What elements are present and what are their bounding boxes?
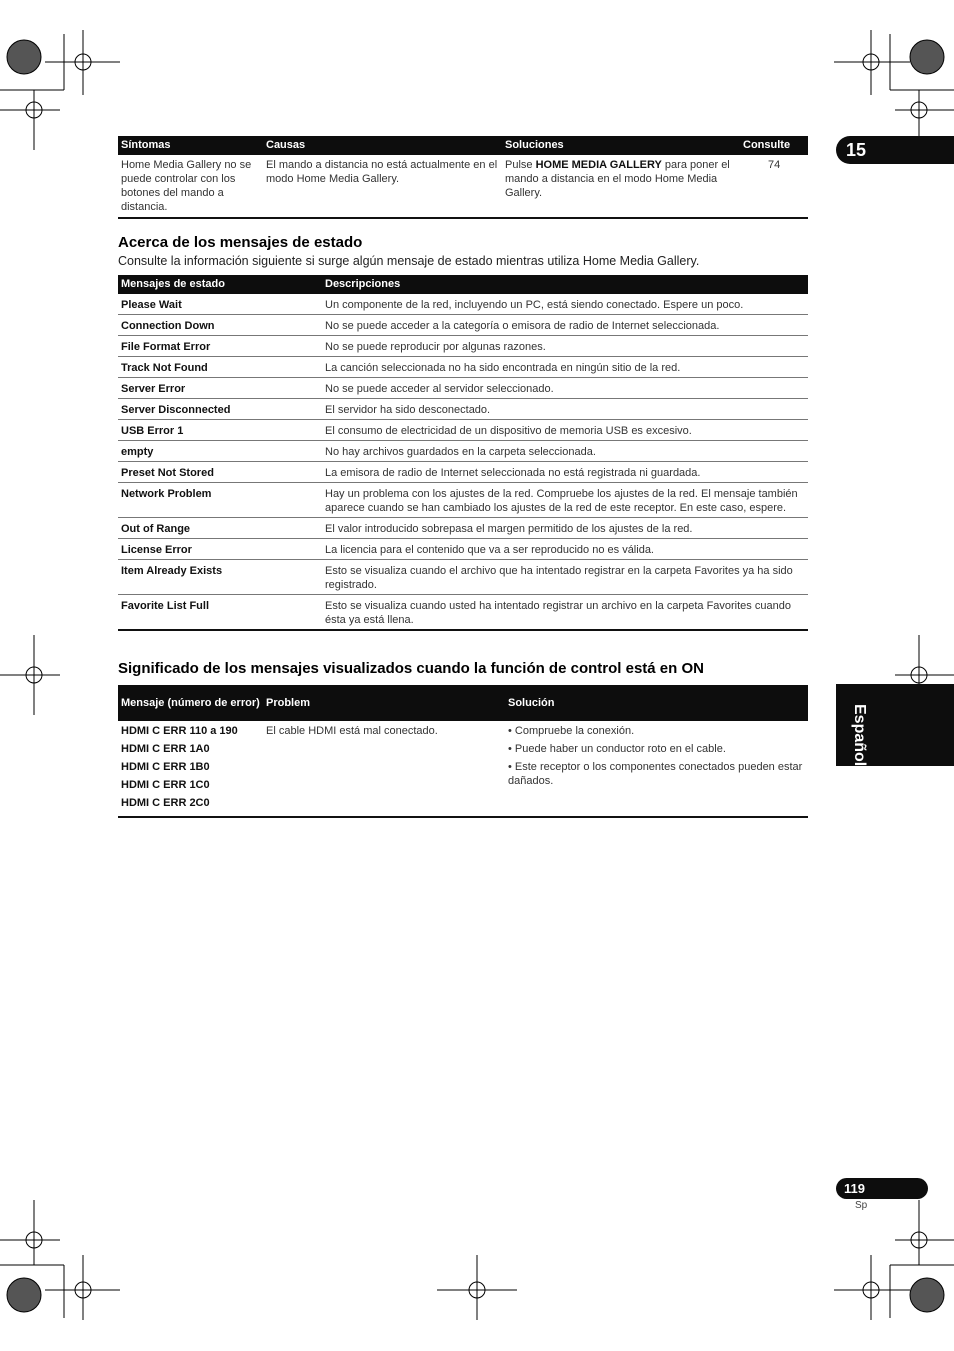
solution-item: • Puede haber un conductor roto en el cable. xyxy=(508,743,726,755)
status-description-cell: No se puede acceder a la categoría o emisora de radio de Internet seleccionada. xyxy=(322,315,808,336)
error-code: HDMI C ERR 110 a 190 xyxy=(121,725,238,737)
table-header-row xyxy=(118,685,808,721)
chapter-number: 15 xyxy=(846,140,867,160)
table-row xyxy=(118,595,808,631)
table-row xyxy=(118,441,808,462)
section-heading-control: Significado de los mensajes visualizados cuando la función de control está en ON xyxy=(118,660,704,677)
status-message-cell: Please Wait xyxy=(118,294,322,315)
table-row xyxy=(118,560,808,595)
col-header: Causas xyxy=(263,136,502,155)
status-message-cell: USB Error 1 xyxy=(118,420,322,441)
status-description-cell: No hay archivos guardados en la carpeta seleccionada. xyxy=(322,441,808,462)
page-ref-cell: 74 xyxy=(740,155,808,218)
table-row xyxy=(118,721,808,817)
status-description-cell: El servidor ha sido desconectado. xyxy=(322,399,808,420)
table-row xyxy=(118,336,808,357)
page-number-badge xyxy=(836,1178,928,1199)
table-row xyxy=(118,315,808,336)
col-header: Síntomas xyxy=(118,136,263,155)
symptom-cell: Home Media Gallery no se puede controlar con los botones del mando a distancia. xyxy=(118,155,263,218)
status-message-cell: empty xyxy=(118,441,322,462)
solutions-cell xyxy=(505,721,808,817)
status-description-cell: No se puede reproducir por algunas razones. xyxy=(322,336,808,357)
problem-cell: El cable HDMI está mal conectado. xyxy=(263,721,505,817)
solution-prefix: Pulse xyxy=(505,159,536,171)
status-message-cell: Preset Not Stored xyxy=(118,462,322,483)
page-number: 119 xyxy=(844,1181,865,1196)
status-description-cell: Esto se visualiza cuando el archivo que ha intentado registrar en la carpeta Favorites ya ha sido registrado. xyxy=(322,560,808,595)
status-message-cell: Favorite List Full xyxy=(118,595,322,631)
table-row xyxy=(118,155,808,218)
solution-item: • Compruebe la conexión. xyxy=(508,725,635,737)
solution-suffix: para poner el mando a distancia en el modo Home Media Gallery. xyxy=(505,159,730,199)
status-description-cell: La emisora de radio de Internet seleccionada no está registrada ni guardada. xyxy=(322,462,808,483)
status-description-cell: Hay un problema con los ajustes de la red. Compruebe los ajustes de la red. El mensaje también aparece cuando se han cambiado los ajustes de la red de este receptor. En este caso, espere. xyxy=(322,483,808,518)
troubleshooting-table xyxy=(118,136,808,219)
table-row xyxy=(118,420,808,441)
table-row xyxy=(118,518,808,539)
status-description-cell: La licencia para el contenido que va a ser reproducido no es válida. xyxy=(322,539,808,560)
chapter-tab xyxy=(836,136,954,164)
status-description-cell: Un componente de la red, incluyendo un PC, está siendo conectado. Espere un poco. xyxy=(322,294,808,315)
status-description-cell: La canción seleccionada no ha sido encontrada en ningún sitio de la red. xyxy=(322,357,808,378)
page-lang-code: Sp xyxy=(855,1200,868,1211)
status-message-cell: License Error xyxy=(118,539,322,560)
table-row xyxy=(118,462,808,483)
section-heading-status: Acerca de los mensajes de estado xyxy=(118,234,363,251)
table-row xyxy=(118,399,808,420)
status-message-cell: Network Problem xyxy=(118,483,322,518)
error-codes-cell xyxy=(118,721,263,817)
solution-button-name: HOME MEDIA GALLERY xyxy=(535,159,662,171)
table-row xyxy=(118,294,808,315)
table-row xyxy=(118,378,808,399)
language-tab xyxy=(836,684,954,766)
table-row xyxy=(118,539,808,560)
status-description-cell: Esto se visualiza cuando usted ha intentado registrar un archivo en la carpeta Favorites cuando ésta ya está llena. xyxy=(322,595,808,631)
table-row xyxy=(118,357,808,378)
col-header: Mensaje (número de error) xyxy=(118,685,263,721)
section-intro: Consulte la información siguiente si surge algún mensaje de estado mientras utiliza Home Media Gallery. xyxy=(118,254,700,268)
status-description-cell: El consumo de electricidad de un dispositivo de memoria USB es excesivo. xyxy=(322,420,808,441)
col-header: Consulte xyxy=(740,136,808,155)
status-message-cell: Server Error xyxy=(118,378,322,399)
col-header: Problem xyxy=(263,685,505,721)
status-message-cell: Out of Range xyxy=(118,518,322,539)
status-description-cell: El valor introducido sobrepasa el margen permitido de los ajustes de la red. xyxy=(322,518,808,539)
solution-item: • Este receptor o los componentes conectados pueden estar dañados. xyxy=(508,761,803,787)
table-row xyxy=(118,483,808,518)
solution-cell xyxy=(502,155,740,218)
status-description-cell: No se puede acceder al servidor seleccionado. xyxy=(322,378,808,399)
language-label: Español xyxy=(851,704,868,767)
error-code: HDMI C ERR 1A0 xyxy=(121,743,210,755)
status-message-cell: Track Not Found xyxy=(118,357,322,378)
control-messages-table xyxy=(118,685,808,818)
status-messages-table xyxy=(118,275,808,631)
col-header: Mensajes de estado xyxy=(118,275,322,294)
col-header: Descripciones xyxy=(322,275,808,294)
table-header-row xyxy=(118,136,808,155)
col-header: Soluciones xyxy=(502,136,740,155)
col-header: Solución xyxy=(505,685,808,721)
status-message-cell: Item Already Exists xyxy=(118,560,322,595)
error-code: HDMI C ERR 1C0 xyxy=(121,779,210,791)
cause-cell: El mando a distancia no está actualmente en el modo Home Media Gallery. xyxy=(263,155,502,218)
error-code: HDMI C ERR 2C0 xyxy=(121,797,210,809)
error-code: HDMI C ERR 1B0 xyxy=(121,761,210,773)
table-header-row xyxy=(118,275,808,294)
status-message-cell: File Format Error xyxy=(118,336,322,357)
status-message-cell: Server Disconnected xyxy=(118,399,322,420)
status-message-cell: Connection Down xyxy=(118,315,322,336)
